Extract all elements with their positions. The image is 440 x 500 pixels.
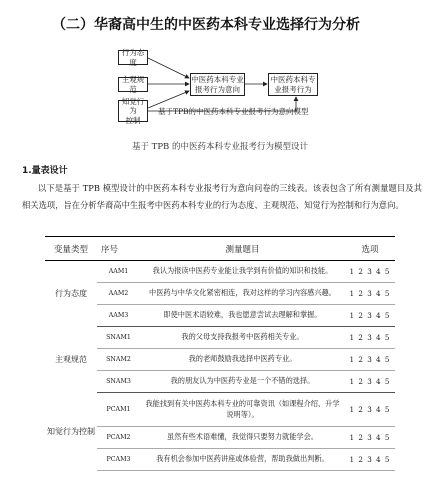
- group-type-norm: 主观规范: [55, 354, 87, 364]
- row-options: 1 2 3 4 5: [345, 305, 395, 327]
- table-row: [45, 393, 395, 427]
- row-item: 即使中医术语较难，我也愿意尝试去理解和掌握。: [140, 305, 345, 327]
- row-code: AAM1: [97, 261, 140, 283]
- row-code: PCAM1: [97, 393, 140, 427]
- header-variable-type: 变量类型: [45, 237, 97, 261]
- header-code: 序号: [97, 237, 140, 261]
- table-row: [45, 283, 395, 305]
- node-intention: 中医药本科专业 报考行为意向: [190, 73, 245, 96]
- row-code: PCAM3: [97, 449, 140, 471]
- row-code: SNAM1: [97, 327, 140, 349]
- table-header-row: [45, 237, 395, 261]
- row-options: 1 2 3 4 5: [345, 283, 395, 305]
- row-code: AAM2: [97, 283, 140, 305]
- node-subjective-norm: 主观规范: [118, 77, 148, 92]
- table-row: [45, 261, 395, 283]
- row-options: 1 2 3 4 5: [345, 371, 395, 393]
- node-attitude: 行为态度: [118, 50, 148, 65]
- row-item: 我能找到有关中医药本科专业的可靠资讯（如课程介绍、升学说明等）。: [140, 393, 345, 427]
- section-heading: （二）华裔高中生的中医药本科专业选择行为分析: [52, 17, 360, 33]
- row-code: AAM3: [97, 305, 140, 327]
- table-row: [45, 371, 395, 393]
- row-item: 我的父母支持我报考中医药相关专业。: [140, 327, 345, 349]
- row-item: 我有机会参加中医药讲座或体验营，帮助我做出判断。: [140, 449, 345, 471]
- intro-paragraph: 以下是基于 TPB 模型设计的中医药本科专业报考行为意向问卷的三线表。该表包含了所有测量题目及其相关选项，旨在分析华裔高中生报考中医药本科专业的行为态度、主观规范、知觉行为控制和行为意向。: [22, 183, 422, 210]
- arrow-attitude-to-intention: [148, 58, 189, 78]
- row-options: 1 2 3 4 5: [345, 349, 395, 371]
- row-item: 虽然有些术语难懂，我觉得只要努力就能学会。: [140, 427, 345, 449]
- row-code: SNAM3: [97, 371, 140, 393]
- row-code: PCAM2: [97, 427, 140, 449]
- table-row: [45, 449, 395, 471]
- group-type-attitude: 行为态度: [55, 288, 87, 298]
- figure-caption: 基于 TPB 的中医药本科专业报考行为模型设计: [131, 142, 309, 152]
- diagram-note: 基于TPB的中医药本科专业报考行为意向模型: [158, 107, 309, 116]
- header-item: 测量题目: [140, 237, 345, 261]
- row-item: 我认为报读中医药专业能让我学到有价值的知识和技能。: [140, 261, 345, 283]
- row-options: 1 2 3 4 5: [345, 449, 395, 471]
- row-options: 1 2 3 4 5: [345, 327, 395, 349]
- table-row: [45, 349, 395, 371]
- row-item: 我的老师鼓励我选择中医药专业。: [140, 349, 345, 371]
- table-row: [45, 305, 395, 327]
- row-item: 我的朋友认为中医药专业是一个不错的选择。: [140, 371, 345, 393]
- row-options: 1 2 3 4 5: [345, 393, 395, 427]
- row-options: 1 2 3 4 5: [345, 427, 395, 449]
- subsection-title: 1.量表设计: [22, 166, 68, 176]
- row-code: SNAM2: [97, 349, 140, 371]
- node-behavior: 中医药本科专 业报考行为: [268, 73, 318, 96]
- node-perceived-control: 知觉行为 控制: [118, 100, 148, 122]
- header-options: 选项: [345, 237, 395, 261]
- three-line-table: [45, 236, 395, 471]
- table-row: [45, 427, 395, 449]
- row-options: 1 2 3 4 5: [345, 261, 395, 283]
- tpb-model-diagram: [0, 0, 440, 150]
- group-type-control: 知觉行为控制: [47, 426, 95, 436]
- row-item: 中医药与中华文化紧密相连，我对这样的学习内容感兴趣。: [140, 283, 345, 305]
- table-row: [45, 327, 395, 349]
